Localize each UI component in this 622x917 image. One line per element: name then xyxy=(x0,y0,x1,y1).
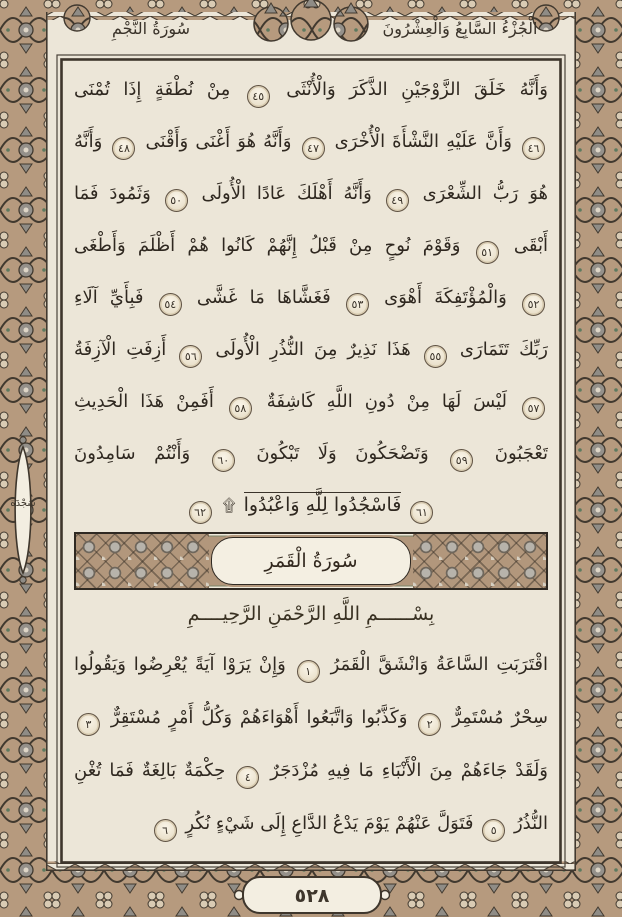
verse-number-marker: ٤٩ xyxy=(386,189,409,212)
verse-number-marker: ٥٨ xyxy=(229,397,252,420)
sajdah-verse-line xyxy=(74,480,548,530)
surah-title-cartouche xyxy=(211,537,411,585)
verse-text: وَلَقَدْ جَاءَهُمْ مِنَ الْأَنْبَاءِ مَا فِيهِ مُزْدَجَرٌ xyxy=(262,760,548,781)
verse-line xyxy=(74,324,548,376)
verse-number-marker: ٤ xyxy=(236,766,259,789)
verse-number-marker: ٤٧ xyxy=(302,137,325,160)
sajdah-margin-marker: سَجْدَة xyxy=(10,498,36,509)
verse-number-marker: ٦ xyxy=(154,819,177,842)
verse-text: وَكَذَّبُوا وَاتَّبَعُوا أَهْوَاءَهُمْ وَكُلُّ أَمْرٍ مُسْتَقِرٌّ xyxy=(103,707,416,728)
verse-number-marker: ٥ xyxy=(482,819,505,842)
verse-text: أَبْقَى xyxy=(501,235,548,256)
surah-qamar-title: سُورَةُ الْقَمَرِ xyxy=(264,550,358,572)
verse-number-marker: ٥٧ xyxy=(522,397,545,420)
bismillah-line: بِسْــــــمِ اللَّهِ الرَّحْمَنِ الرَّحِيــــمِ xyxy=(187,603,435,625)
verse-line xyxy=(74,272,548,324)
verse-line xyxy=(74,220,548,272)
verse-line xyxy=(74,797,548,850)
verse-text: وَأَنَّهُ xyxy=(74,131,110,152)
verse-text: رَبِّكَ تَتَمَارَى xyxy=(449,339,548,360)
surah-najm-verses xyxy=(74,64,548,480)
header-juz-title: الْجُزْءُ السَّابِعُ وَالْعِشْرُونَ xyxy=(382,19,538,38)
verse-line xyxy=(74,638,548,691)
page-number: ٥٢٨ xyxy=(294,885,330,907)
verse-text: النُّذُرُ xyxy=(508,813,548,834)
verse-text: حِكْمَةٌ بَالِغَةٌ فَمَا تُغْنِ xyxy=(74,760,234,781)
verse-text: وَالْمُؤْتَفِكَةَ أَهْوَى xyxy=(371,287,519,308)
sajdah-verse-text: فَاسْجُدُوا لِلَّهِ وَاعْبُدُوا xyxy=(243,494,402,516)
surah-qamar-verses xyxy=(74,638,548,850)
verse-number-marker: ٥٣ xyxy=(346,293,369,316)
verse-text: وَإِنْ يَرَوْا آيَةً يُعْرِضُوا وَيَقُولُوا xyxy=(74,654,294,675)
verse-number-marker: ٦١ xyxy=(410,501,433,524)
verse-number-marker: ٤٨ xyxy=(112,137,135,160)
verse-text: وَتَضْحَكُونَ وَلَا تَبْكُونَ xyxy=(237,443,448,464)
verse-text: تَعْجَبُونَ xyxy=(476,443,548,464)
verse-text: مِنْ نُطْفَةٍ إِذَا تُمْنَى xyxy=(74,79,244,100)
verse-number-marker: ٦٢ xyxy=(189,501,212,524)
verse-number-marker: ٣ xyxy=(77,713,100,736)
verse-text: وَأَنَّهُ هُوَ أَغْنَى وَأَقْنَى xyxy=(138,131,299,152)
verse-number-marker: ٥٠ xyxy=(165,189,188,212)
verse-text: وَأَنَّهُ أَهْلَكَ عَادًا الْأُولَى xyxy=(190,183,383,204)
verse-number-marker: ٥٦ xyxy=(179,345,202,368)
verse-line xyxy=(74,691,548,744)
verse-number-marker: ٥٤ xyxy=(159,293,182,316)
verse-number-marker: ٥٢ xyxy=(522,293,545,316)
verse-number-marker: ٦٠ xyxy=(212,449,235,472)
verse-number-marker: ٥٩ xyxy=(450,449,473,472)
verse-text: أَزِفَتِ الْآزِفَةُ xyxy=(74,339,177,360)
verse-text: سِحْرٌ مُسْتَمِرٌّ xyxy=(444,707,548,728)
verse-text: فَتَوَلَّ عَنْهُمْ يَوْمَ يَدْعُ الدَّاعِ إِلَى شَيْءٍ نُكُرٍ xyxy=(179,813,480,834)
verse-line xyxy=(74,64,548,116)
quran-text-area xyxy=(64,58,558,864)
verse-text: وَثَمُودَ فَمَا xyxy=(74,183,162,204)
verse-text: فَبِأَيِّ آلَاءِ xyxy=(74,287,156,308)
verse-line xyxy=(74,376,548,428)
verse-text: هُوَ رَبُّ الشِّعْرَى xyxy=(411,183,548,204)
verse-text: أَفَمِنْ هَذَا الْحَدِيثِ xyxy=(74,391,226,412)
verse-text: اقْتَرَبَتِ السَّاعَةُ وَانْشَقَّ الْقَمَرُ xyxy=(322,654,548,675)
verse-line xyxy=(74,428,548,480)
verse-text: لَيْسَ لَهَا مِنْ دُونِ اللَّهِ كَاشِفَةٌ xyxy=(254,391,519,412)
verse-text: هَذَا نَذِيرٌ مِنَ النُّذُرِ الْأُولَى xyxy=(205,339,421,360)
verse-number-marker: ٤٦ xyxy=(522,137,545,160)
verse-text: فَغَشَّاهَا مَا غَشَّى xyxy=(184,287,343,308)
verse-number-marker: ١ xyxy=(297,660,320,683)
verse-number-marker: ٥١ xyxy=(476,241,499,264)
verse-line xyxy=(74,116,548,168)
sajdah-prostration-icon: ۩ xyxy=(222,496,236,516)
verse-text: وَقَوْمَ نُوحٍ مِنْ قَبْلُ إِنَّهُمْ كَانُوا هُمْ أَظْلَمَ وَأَطْغَى xyxy=(74,235,473,256)
verse-line xyxy=(74,744,548,797)
verse-number-marker: ٤٥ xyxy=(247,85,270,108)
verse-line xyxy=(74,168,548,220)
verse-text: وَأَنَّ عَلَيْهِ النَّشْأَةَ الْأُخْرَى xyxy=(327,131,519,152)
verse-number-marker: ٥٥ xyxy=(424,345,447,368)
surah-qamar-banner xyxy=(74,532,548,590)
banner-arabesque-ornament xyxy=(413,534,546,588)
verse-number-marker: ٢ xyxy=(418,713,441,736)
header-surah-title: سُورَةُ النَّجْمِ xyxy=(112,19,190,38)
verse-text: وَأَنْتُمْ سَامِدُونَ xyxy=(74,443,209,464)
banner-arabesque-ornament xyxy=(76,534,209,588)
verse-text: وَأَنَّهُ خَلَقَ الزَّوْجَيْنِ الذَّكَرَ وَالْأُنْثَى xyxy=(272,79,548,100)
